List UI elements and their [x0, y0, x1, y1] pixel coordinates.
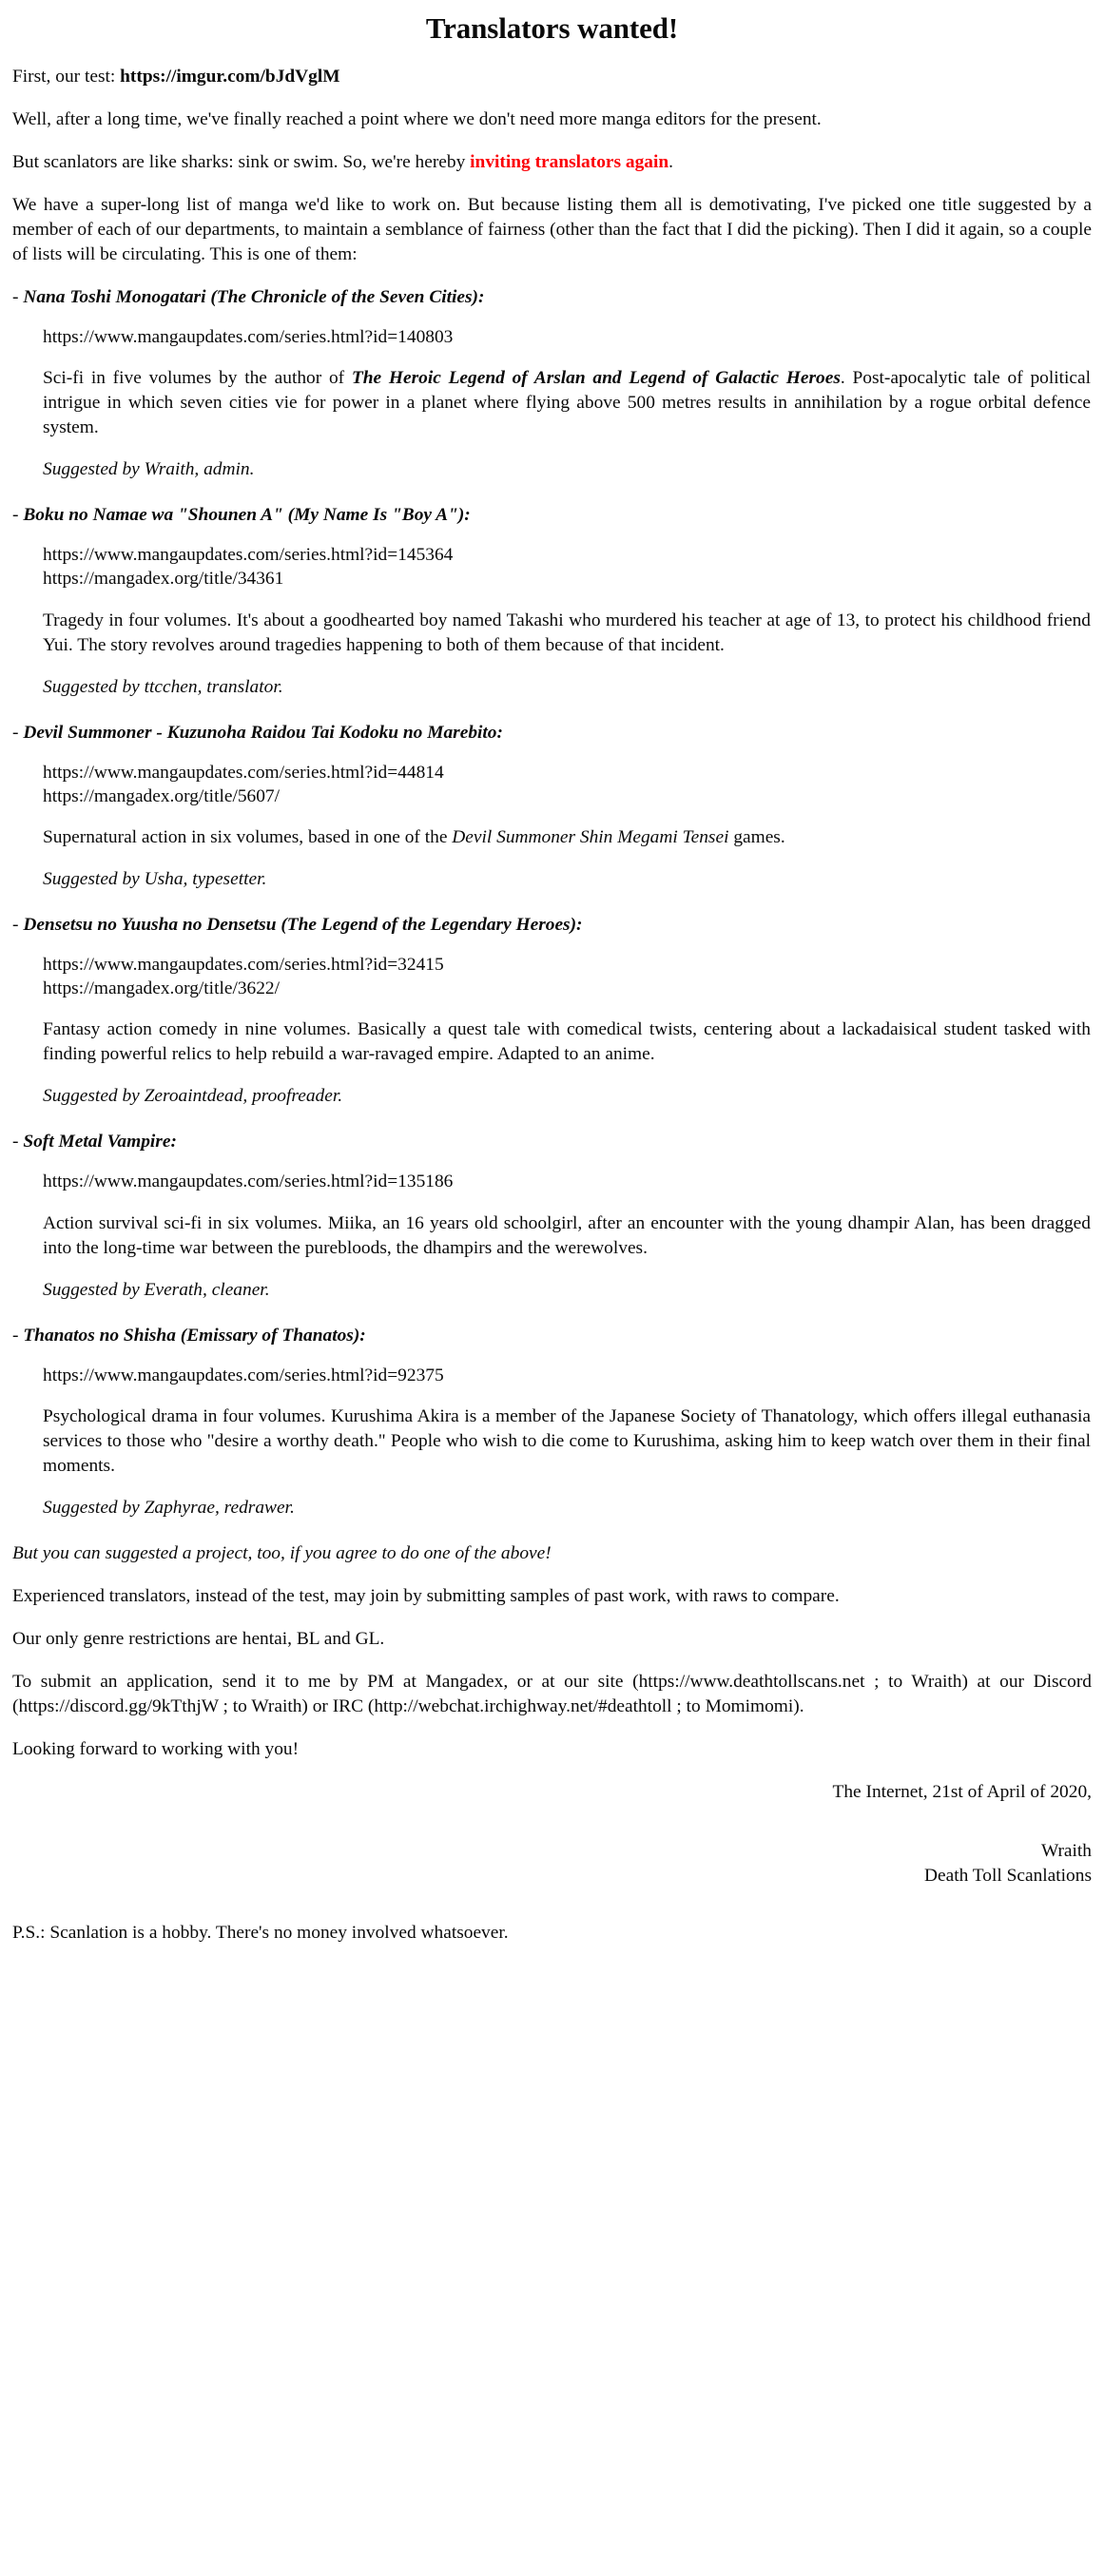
entry-dash: - — [12, 1325, 24, 1346]
entry-suggested-by: Suggested by Usha, typesetter. — [43, 869, 267, 890]
desc-emphasis: Devil Summoner Shin Megami Tensei — [452, 827, 729, 848]
entry-title-text: Boku no Namae wa "Shounen A" (My Name Is "Boy A"): — [23, 505, 471, 526]
entry-description — [43, 1404, 1092, 1479]
entry-dash: - — [12, 915, 24, 936]
entry-links — [43, 1170, 1092, 1193]
paragraph-submit-application: To submit an application, send it to me by PM at Mangadex, or at our site (https://www.deathtollscans.net ; to Wraith) at our Discord (https://discord.gg/9kTthjW ; to Wraith) or IRC (http://webchat.irchighway.net/#deathtoll ; to Momimomi). — [12, 1671, 1092, 1716]
entry-suggested-by: Suggested by ttcchen, translator. — [43, 676, 283, 697]
desc-post: games. — [728, 827, 785, 848]
entry-links — [43, 761, 1092, 808]
entry-title — [12, 1130, 1092, 1154]
signature-place-date: The Internet, 21st of April of 2020, — [832, 1781, 1092, 1802]
entry-description — [43, 1211, 1092, 1261]
paragraph-list-intro: We have a super-long list of manga we'd like to work on. But because listing them all is demotivating, I've picked one title suggested by a member of each of our departments, to maintain a semblance of fairness (other than the fact that I did the picking). Then I did it again, so a couple of lists will be circulating. This is one of them: — [12, 194, 1092, 264]
signature-group: Death Toll Scanlations — [923, 1865, 1092, 1886]
signature-spacer — [12, 1805, 1092, 1839]
desc-pre: Supernatural action in six volumes, based in one of the — [43, 827, 453, 848]
entry-links — [43, 325, 1092, 349]
paragraph-genre-restrictions: Our only genre restrictions are hentai, BL and GL. — [12, 1628, 385, 1649]
entry-link[interactable]: https://www.mangaupdates.com/series.html?id=44814 — [43, 762, 444, 783]
entry-title — [12, 721, 1092, 746]
signature-name: Wraith — [1040, 1840, 1092, 1861]
paragraph-looking-forward: Looking forward to working with you! — [12, 1738, 300, 1759]
signature-block — [12, 1780, 1092, 1888]
test-label: First, our test: — [12, 66, 121, 87]
suggest-own-project-note: But you can suggested a project, too, if you agree to do one of the above! — [12, 1542, 552, 1563]
desc-pre: Psychological drama in four volumes. Kurushima Akira is a member of the Japanese Society of Thanatology, which offers illegal euthanasia services to those who "desire a worthy death." People who wish to die come to Kurushima, asking him to keep watch over them in their final moments. — [43, 1405, 1091, 1476]
entry-description — [43, 1017, 1092, 1067]
manga-entry — [12, 503, 1092, 699]
entry-suggested-by: Suggested by Zaphyrae, redrawer. — [43, 1497, 295, 1518]
entry-links — [43, 543, 1092, 591]
entry-description — [43, 825, 1092, 850]
entry-link[interactable]: https://www.mangaupdates.com/series.html?id=92375 — [43, 1365, 444, 1385]
paragraph-editors: Well, after a long time, we've finally reached a point where we don't need more manga editors for the present. — [12, 108, 822, 129]
inviting-translators-highlight: inviting translators again — [470, 151, 669, 172]
entry-link[interactable]: https://mangadex.org/title/34361 — [43, 569, 284, 590]
manga-entry — [12, 721, 1092, 892]
entry-link[interactable]: https://www.mangaupdates.com/series.html?id=135186 — [43, 1172, 454, 1192]
page-title: Translators wanted! — [425, 11, 679, 45]
entry-suggested-by: Suggested by Everath, cleaner. — [43, 1279, 270, 1300]
entry-link[interactable]: https://mangadex.org/title/3622/ — [43, 978, 281, 999]
entry-suggested-by: Suggested by Wraith, admin. — [43, 459, 255, 480]
entry-dash: - — [12, 286, 24, 307]
entry-description — [43, 609, 1092, 658]
postscript: P.S.: Scanlation is a hobby. There's no money involved whatsoever. — [12, 1922, 509, 1943]
sharks-text-pre: But scanlators are like sharks: sink or swim. So, we're hereby — [12, 151, 471, 172]
paragraph-experienced-translators: Experienced translators, instead of the test, may join by submitting samples of past work, with raws to compare. — [12, 1585, 840, 1606]
entry-title — [12, 1324, 1092, 1348]
sharks-text-post: . — [668, 151, 674, 172]
desc-post: . Post-apocalytic tale of political intrigue in which seven cities vie for power in a planet where flying above 500 metres results in annihilation by a rogue orbital defence system. — [43, 368, 1091, 438]
entry-description — [43, 366, 1092, 440]
manga-entry — [12, 1130, 1092, 1302]
entry-title — [12, 913, 1092, 938]
entry-link[interactable]: https://www.mangaupdates.com/series.html?id=32415 — [43, 955, 444, 976]
entry-title-text: Devil Summoner - Kuzunoha Raidou Tai Kodoku no Marebito: — [23, 722, 503, 743]
entry-title — [12, 285, 1092, 310]
entry-link[interactable]: https://mangadex.org/title/5607/ — [43, 785, 281, 806]
entry-title-text: Soft Metal Vampire: — [23, 1132, 177, 1152]
entry-links — [43, 953, 1092, 1000]
entry-links — [43, 1364, 1092, 1387]
test-link-paragraph — [12, 65, 1092, 89]
entry-dash: - — [12, 722, 24, 743]
manga-entry — [12, 1324, 1092, 1520]
manga-entry — [12, 285, 1092, 482]
entry-title-text: Thanatos no Shisha (Emissary of Thanatos): — [23, 1325, 366, 1346]
test-url[interactable]: https://imgur.com/bJdVglM — [120, 66, 340, 87]
entry-title — [12, 503, 1092, 528]
desc-pre: Tragedy in four volumes. It's about a goodhearted boy named Takashi who murdered his teacher at age of 13, to protect his childhood friend Yui. The story revolves around tragedies happening to both of them because of that incident. — [43, 610, 1091, 655]
desc-pre: Action survival sci-fi in six volumes. Miika, an 16 years old schoolgirl, after an encounter with the young dhampir Alan, has been dragged into the long-time war between the purebloods, the dhampirs and the werewolves. — [43, 1212, 1091, 1258]
manga-entry — [12, 913, 1092, 1109]
entry-dash: - — [12, 1132, 24, 1152]
entry-suggested-by: Suggested by Zeroaintdead, proofreader. — [43, 1086, 343, 1107]
paragraph-sharks — [12, 150, 1092, 175]
desc-emphasis: The Heroic Legend of Arslan and Legend of Galactic Heroes — [351, 368, 841, 389]
entry-dash: - — [12, 505, 24, 526]
desc-pre: Sci-fi in five volumes by the author of — [43, 368, 352, 389]
desc-pre: Fantasy action comedy in nine volumes. Basically a quest tale with comedical twists, centering about a lackadaisical student tasked with finding powerful relics to help rebuild a war-ravaged empire. Adapted to an anime. — [43, 1019, 1091, 1065]
entry-title-text: Nana Toshi Monogatari (The Chronicle of the Seven Cities): — [23, 286, 485, 307]
entry-title-text: Densetsu no Yuusha no Densetsu (The Legend of the Legendary Heroes): — [23, 915, 583, 936]
entry-link[interactable]: https://www.mangaupdates.com/series.html?id=145364 — [43, 545, 454, 566]
entry-link[interactable]: https://www.mangaupdates.com/series.html?id=140803 — [43, 326, 454, 347]
